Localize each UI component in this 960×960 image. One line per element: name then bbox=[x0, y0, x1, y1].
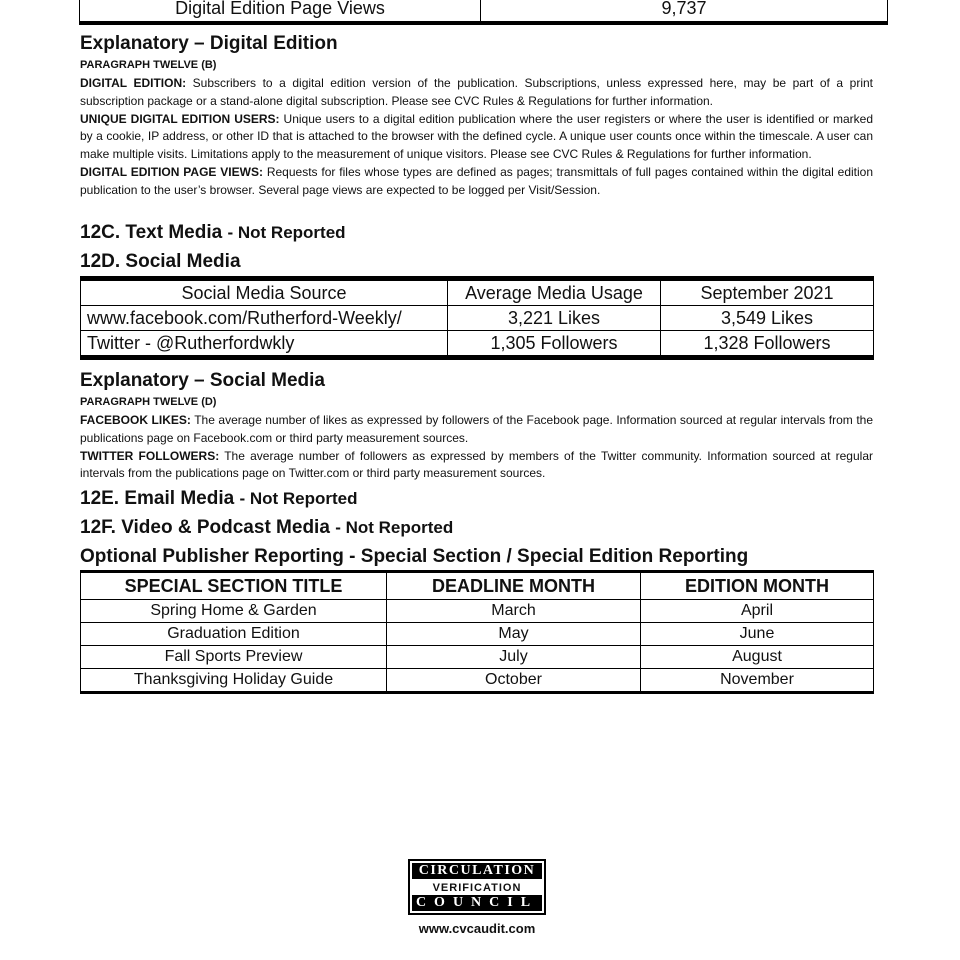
column-header: Average Media Usage bbox=[448, 279, 661, 306]
page-views-label: Digital Edition Page Views bbox=[80, 0, 481, 23]
video-media-title: 12F. Video & Podcast Media bbox=[80, 517, 330, 538]
text-media-title: 12C. Text Media bbox=[80, 222, 223, 243]
table-cell: August bbox=[641, 646, 874, 669]
table-cell: November bbox=[641, 669, 874, 693]
social-paragraph-ref: PARAGRAPH TWELVE (D) bbox=[80, 396, 217, 408]
table-header-row bbox=[81, 572, 874, 600]
table-row bbox=[81, 646, 874, 669]
logo-line-circulation: CIRCULATION bbox=[412, 863, 542, 879]
special-sections-table bbox=[80, 570, 874, 694]
table-cell: June bbox=[641, 623, 874, 646]
def-term: TWITTER FOLLOWERS: bbox=[80, 448, 220, 463]
def-text: The average number of followers as expressed by members of the Twitter community. Information sourced at regular intervals from the publications page on Twitter.com or third party measurement sources. bbox=[80, 448, 873, 481]
email-media-heading bbox=[80, 488, 358, 510]
table-row bbox=[81, 623, 874, 646]
column-header: Social Media Source bbox=[81, 279, 448, 306]
def-text: Requests for files whose types are defined as pages; transmittals of full pages contained within the digital edition publication to the user’s browser. Several page views are expected to be logged per Visit/Session. bbox=[80, 164, 874, 197]
table-cell: April bbox=[641, 600, 874, 623]
table-cell: 3,549 Likes bbox=[661, 306, 874, 331]
social-definitions bbox=[80, 412, 873, 483]
column-header: September 2021 bbox=[661, 279, 874, 306]
social-media-table bbox=[80, 276, 874, 360]
email-media-status: - Not Reported bbox=[239, 489, 358, 508]
special-sections-heading: Optional Publisher Reporting - Special Section / Special Edition Reporting bbox=[80, 546, 749, 567]
def-term: DIGITAL EDITION: bbox=[80, 76, 187, 90]
text-media-status: - Not Reported bbox=[227, 223, 346, 242]
cvc-logo bbox=[408, 859, 546, 915]
table-header-row bbox=[81, 279, 874, 306]
social-media-heading: 12D. Social Media bbox=[80, 251, 241, 272]
def-term: UNIQUE DIGITAL EDITION USERS: bbox=[80, 111, 280, 126]
digital-paragraph-ref: PARAGRAPH TWELVE (B) bbox=[80, 59, 217, 71]
table-row bbox=[81, 306, 874, 331]
digital-page-views-table bbox=[79, 0, 888, 25]
video-media-heading bbox=[80, 517, 453, 539]
table-cell: Graduation Edition bbox=[81, 623, 387, 646]
def-text: The average number of likes as expressed by followers of the Facebook page. Information sourced at regular intervals from the publications page on Facebook.com or third party measurement sources. bbox=[80, 413, 873, 445]
table-cell: Fall Sports Preview bbox=[81, 646, 387, 669]
column-header: EDITION MONTH bbox=[641, 572, 874, 600]
def-term: DIGITAL EDITION PAGE VIEWS: bbox=[80, 164, 263, 179]
table-cell: July bbox=[387, 646, 641, 669]
def-text: Subscribers to a digital edition version of the publication. Subscriptions, unless expressed here, may be part of a print subscription package or a stand-alone digital subscription. Please see CVC Rules & Regulations for further information. bbox=[80, 76, 873, 108]
table-cell: March bbox=[387, 600, 641, 623]
column-header: DEADLINE MONTH bbox=[387, 572, 641, 600]
table-row bbox=[80, 0, 888, 23]
text-media-heading bbox=[80, 222, 346, 244]
email-media-title: 12E. Email Media bbox=[80, 488, 235, 509]
digital-explanatory-heading: Explanatory – Digital Edition bbox=[80, 33, 338, 54]
def-term: FACEBOOK LIKES: bbox=[80, 413, 191, 427]
def-text: Unique users to a digital edition publication where the user registers or where the user is identified or marked by a cookie, IP address, or other ID that is attached to the browser with the defined cycle. A unique user counts once within the timescale. A user can make multiple visits. Limitations apply to the measurement of unique visitors. Please see CVC Rules & Regulations for further information. bbox=[80, 111, 873, 162]
column-header: SPECIAL SECTION TITLE bbox=[81, 572, 387, 600]
table-cell: Twitter - @Rutherfordwkly bbox=[81, 331, 448, 358]
table-cell: 1,305 Followers bbox=[448, 331, 661, 358]
table-row bbox=[81, 331, 874, 358]
footer-url: www.cvcaudit.com bbox=[418, 921, 536, 936]
table-cell: 1,328 Followers bbox=[661, 331, 874, 358]
table-row bbox=[81, 669, 874, 693]
table-cell: May bbox=[387, 623, 641, 646]
digital-definitions bbox=[80, 75, 873, 200]
table-cell: www.facebook.com/Rutherford-Weekly/ bbox=[81, 306, 448, 331]
video-media-status: - Not Reported bbox=[335, 518, 454, 537]
logo-line-verification: VERIFICATION bbox=[432, 882, 522, 894]
logo-line-council: COUNCIL bbox=[412, 895, 542, 911]
table-row bbox=[81, 600, 874, 623]
table-cell: Spring Home & Garden bbox=[81, 600, 387, 623]
table-cell: Thanksgiving Holiday Guide bbox=[81, 669, 387, 693]
table-cell: October bbox=[387, 669, 641, 693]
social-explanatory-heading: Explanatory – Social Media bbox=[80, 370, 325, 391]
table-cell: 3,221 Likes bbox=[448, 306, 661, 331]
page-views-value: 9,737 bbox=[481, 0, 888, 23]
